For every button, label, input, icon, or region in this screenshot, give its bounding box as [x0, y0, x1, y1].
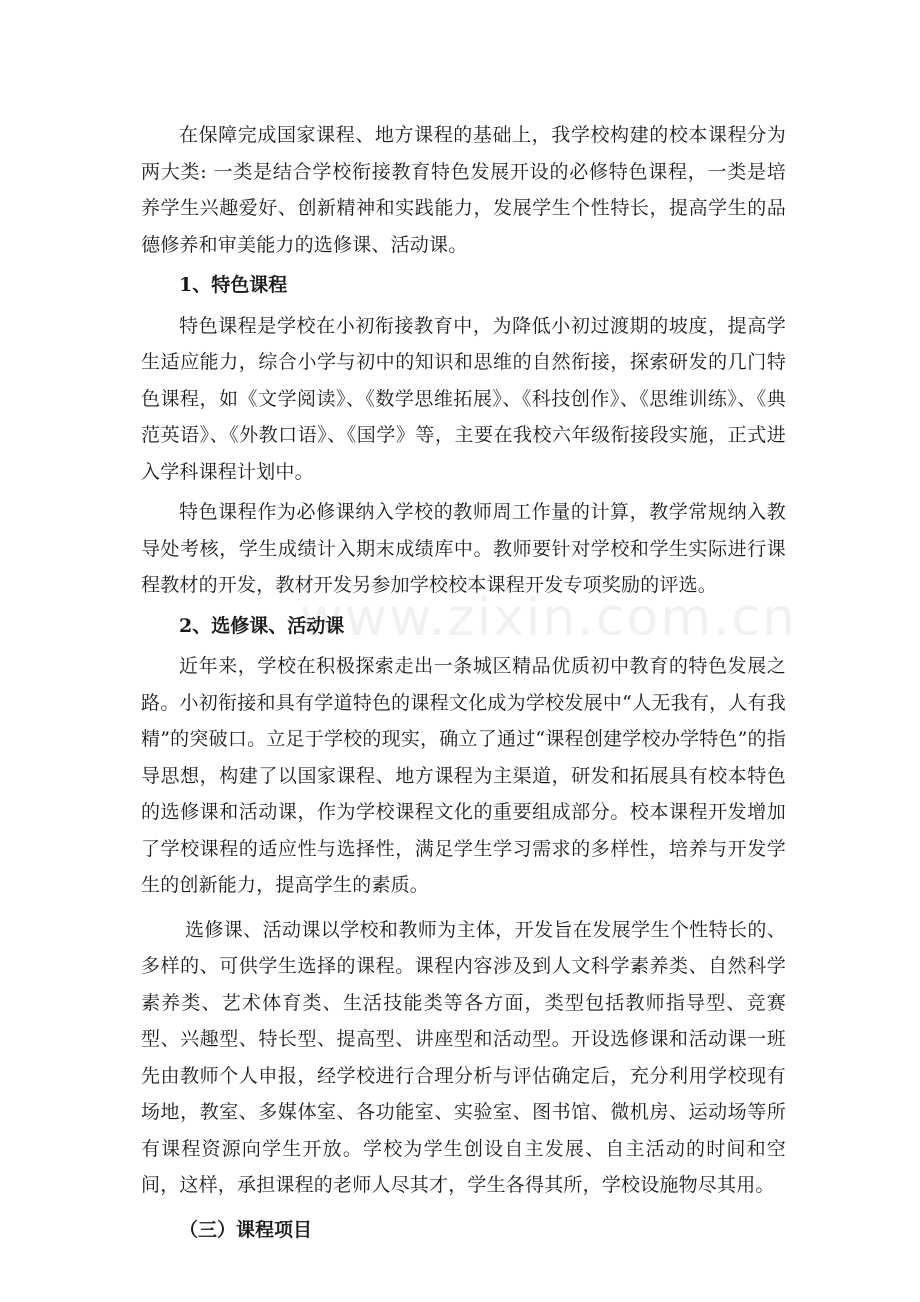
watermark-text: www.zixin.com.cn — [300, 588, 797, 648]
section-1-paragraph-1: 特色课程是学校在小初衔接教育中，为降低小初过渡期的坡度，提高学生适应能力，综合小学与初中的知识和思维的自然衔接，探索研发的几门特色课程，如《文学阅读》、《数学思维拓展》、《科技创作》、《思维训练》、《典范英语》、《外教口语》、《国学》等，主要在我校六年级衔接段实施，正式进入学科课程计划中。 — [141, 314, 786, 483]
section-1-paragraph-2: 特色课程作为必修课纳入学校的教师周工作量的计算，教学常规纳入教导处考核，学生成绩计入期末成绩库中。教师要针对学校和学生实际进行课程教材的开发，教材开发另参加学校校本课程开发专项奖励的评选。 — [141, 501, 786, 596]
section-2-paragraph-1: 近年来，学校在积极探索走出一条城区精品优质初中教育的特色发展之路。小初衔接和具有学道特色的课程文化成为学校发展中“人无我有，人有我精”的突破口。立足于学校的现实，确立了通过“课程创建学校办学特色”的指导思想，构建了以国家课程、地方课程为主渠道，研发和拓展具有校本特色的选修课和活动课，作为学校课程文化的重要组成部分。校本课程开发增加了学校课程的适应性与选择性，满足学生学习需求的多样性，培养与开发学生的创新能力，提高学生的素质。 — [141, 655, 786, 896]
section-2-paragraph-2: 选修课、活动课以学校和教师为主体，开发旨在发展学生个性特长的、多样的、可供学生选择的课程。课程内容涉及到人文科学素养类、自然科学素养类、艺术体育类、生活技能类等各方面，类型包括教师指导型、竞赛型、兴趣型、特长型、提高型、讲座型和活动型。开设选修课和活动课一班先由教师个人申报，经学校进行合理分析与评估确定后，充分利用学校现有场地，教室、多媒体室、各功能室、实验室、图书馆、微机房、运动场等所有课程资源向学生开放。学校为学生创设自主发展、自主活动的时间和空间，这样，承担课程的老师人尽其才，学生各得其所，学校设施物尽其用。 — [141, 918, 786, 1196]
section-3-heading: （三）课程项目 — [179, 1218, 313, 1241]
section-2-heading: 2、选修课、活动课 — [179, 614, 345, 637]
document-body — [141, 117, 797, 1248]
intro-paragraph: 在保障完成国家课程、地方课程的基础上，我学校构建的校本课程分为两大类: 一类是结合学校衔接教育特色发展开设的必修特色课程，一类是培养学生兴趣爱好、创新精神和实践能力，发展学生个性特长，提高学生的品德修养和审美能力的选修课、活动课。 — [141, 124, 786, 256]
section-1-heading: 1、特色课程 — [179, 274, 288, 296]
